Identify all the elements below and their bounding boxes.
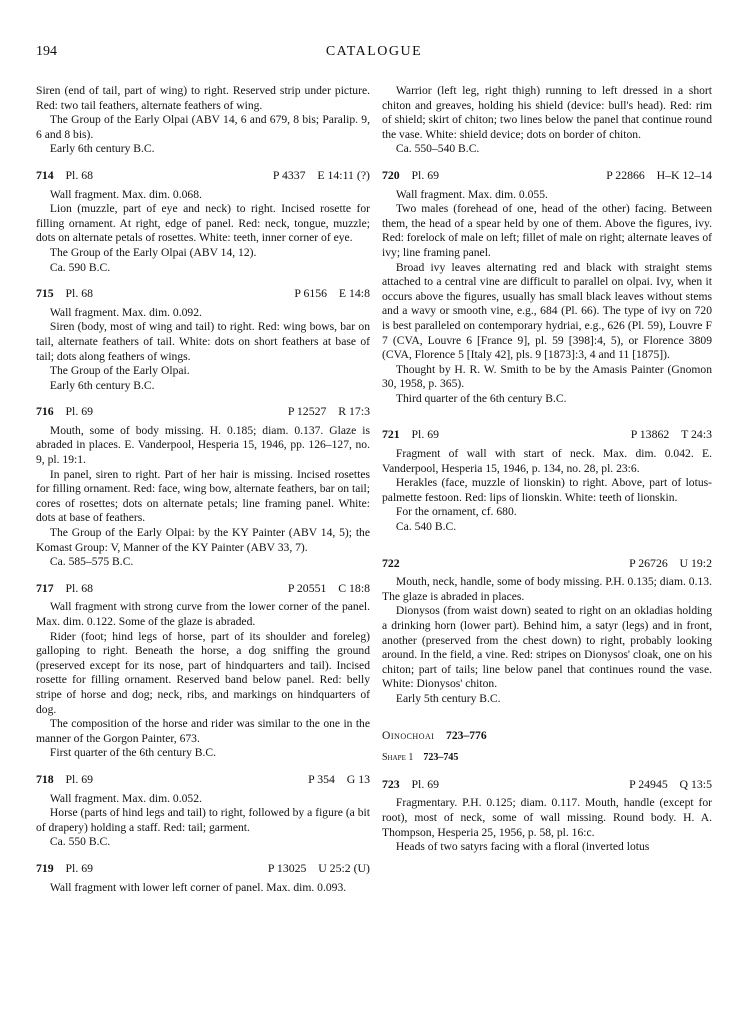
catalogue-paragraph: Ca. 585–575 B.C. — [49, 555, 134, 569]
catalogue-paragraph: Fragmentary. P.H. 0.125; diam. 0.117. Mouth, handle (except for root), most of neck, some of wall missing. Round body. H. A. Thompson, Hesperia 25, 1956, p. 58, pl. 16:c. — [382, 796, 712, 839]
entry-inventory — [268, 861, 370, 876]
entry-heading — [382, 427, 712, 442]
running-title: CATALOGUE — [325, 44, 423, 59]
catalogue-paragraph: Fragment of wall with start of neck. Max. dim. 0.042. E. Vanderpool, Hesperia 15, 1946, p. 134, no. 28, pl. 23:6. — [382, 447, 712, 475]
entry-plate: Pl. 69 — [411, 167, 440, 182]
entry-number: 719 — [36, 860, 54, 875]
section-heading — [382, 729, 712, 744]
entry-number-plate — [382, 168, 439, 183]
entry-inventory-number: P 24945 — [629, 776, 668, 791]
left-column — [36, 84, 370, 895]
entry-number-plate — [36, 772, 93, 787]
entry-deposit: T 24:3 — [681, 427, 712, 442]
entry-inventory-number: P 13025 — [267, 860, 307, 875]
entry-number-plate — [382, 427, 439, 442]
entry-plate: Pl. 68 — [65, 167, 94, 182]
catalogue-paragraph: Siren (body, most of wing and tail) to right. Red: wing bows, bar on tail, alternate feathers of tail. White: dots on short feathers at base of tail; dots along feathers of wings. — [36, 320, 370, 363]
entry-deposit: U 25:2 (U) — [318, 860, 370, 875]
entry-number: 717 — [36, 580, 54, 595]
entry-heading — [36, 404, 370, 419]
subsection-range: 723–745 — [423, 752, 459, 764]
entry-inventory-number: P 22866 — [606, 167, 645, 182]
entry-inventory — [273, 168, 370, 183]
entry-inventory-number: P 4337 — [272, 167, 306, 182]
catalogue-paragraph: Rider (foot; hind legs of horse, part of its shoulder and foreleg) galloping to right. Beneath the horse, a dog sniffing the ground (preserved except for its nose, part of hindquarters and tail). Incised rosette for filling ornament. Reserved band below panel. Red: belly stripe of horse and dog; neck, ribs, and markings on hindquarters of dog. — [36, 629, 370, 716]
entry-number-plate — [382, 556, 400, 571]
catalogue-paragraph: Lion (muzzle, part of eye and neck) to right. Incised rosette for filling ornament. At right, edge of panel. Red: neck, tongue, muzzle; dots on alternate petals of rosettes. White: teeth, inner corner of eye. — [36, 202, 370, 245]
entry-deposit: C 18:8 — [338, 580, 370, 595]
catalogue-paragraph: Third quarter of the 6th century B.C. — [395, 391, 567, 405]
page-header — [36, 44, 712, 64]
entry-heading — [36, 861, 370, 876]
entry-inventory-number: P 13862 — [630, 427, 670, 442]
entry-plate: Pl. 69 — [411, 427, 440, 442]
entry-number: 714 — [36, 167, 54, 182]
entry-inventory-number: P 12527 — [287, 404, 327, 419]
catalogue-paragraph: Herakles (face, muzzle of lionskin) to right. Above, part of lotus-palmette festoon. Red: lips of lionskin. White: teeth of lionskin. — [382, 476, 712, 504]
entry-number-plate — [382, 777, 439, 792]
entry-heading — [36, 168, 370, 183]
catalogue-paragraph: The composition of the horse and rider was similar to the one in the manner of the Gorgon Painter, 673. — [36, 717, 370, 745]
entry-heading — [382, 556, 712, 571]
entry-deposit: G 13 — [346, 771, 370, 786]
entry-heading — [36, 286, 370, 301]
catalogue-paragraph: Wall fragment. Max. dim. 0.055. — [395, 187, 548, 201]
entry-inventory — [308, 772, 370, 787]
page-number: 194 — [36, 44, 57, 59]
entry-inventory-number: P 20551 — [287, 580, 327, 595]
subsection-label: Shape 1 — [382, 752, 414, 764]
entry-number: 715 — [36, 286, 54, 301]
entry-deposit: R 17:3 — [338, 404, 370, 419]
entry-plate: Pl. 69 — [65, 771, 94, 786]
catalogue-paragraph: Ca. 550–540 B.C. — [395, 142, 480, 156]
section-label: Oinochoai — [382, 728, 435, 742]
entry-number: 723 — [382, 776, 400, 791]
entry-inventory — [288, 581, 370, 596]
entry-deposit: H–K 12–14 — [656, 167, 712, 182]
entry-inventory — [629, 556, 712, 571]
catalogue-paragraph: Siren (end of tail, part of wing) to right. Reserved strip under picture. Red: two tail feathers, alternate feathers of wing. — [36, 84, 370, 112]
catalogue-paragraph: Warrior (left leg, right thigh) running to left dressed in a short chiton and greaves, holding his shield (device: bull's head). Red: rim of shield; skirt of chiton; two lines below the panel that continue round the vase. White: shield device; dots on border of chiton. — [382, 84, 712, 141]
subsection-heading — [382, 751, 712, 766]
catalogue-paragraph: Wall fragment. Max. dim. 0.052. — [49, 791, 202, 805]
catalogue-paragraph: In panel, siren to right. Part of her hair is missing. Incised rosettes for filling ornament. Red: face, wing bow, alternate feathers, bar on tail; cores of rosettes; dots on alternate petals; line framing panel. White: dots at base of feathers. — [36, 467, 370, 525]
entry-inventory — [631, 427, 712, 442]
entry-inventory — [629, 777, 712, 792]
catalogue-paragraph: Horse (parts of hind legs and tail) to right, followed by a figure (a bit of drapery) holding a staff. Red: tail; garment. — [36, 806, 370, 834]
catalogue-paragraph: Ca. 550 B.C. — [49, 835, 111, 849]
right-column — [382, 84, 712, 855]
entry-plate: Pl. 68 — [65, 286, 94, 301]
entry-number-plate — [36, 168, 93, 183]
entry-plate: Pl. 69 — [65, 404, 94, 419]
catalogue-paragraph: First quarter of the 6th century B.C. — [49, 746, 217, 760]
entry-inventory — [294, 286, 370, 301]
catalogue-paragraph: Two males (forehead of one, head of the other) facing. Between them, the head of a spear held by one of them. Above the figures, ivy. Red: forelock of male on left; fillet of male on right; alternate leaves of ivy; line framing panel. — [382, 202, 712, 259]
entry-number-plate — [36, 286, 93, 301]
spacer — [382, 406, 712, 416]
entry-number: 720 — [382, 167, 400, 182]
catalogue-paragraph: Mouth, neck, handle, some of body missing. P.H. 0.135; diam. 0.13. The glaze is abraded in places. — [382, 575, 712, 603]
entry-heading — [36, 772, 370, 787]
entry-number-plate — [36, 404, 93, 419]
catalogue-paragraph: Ca. 590 B.C. — [49, 260, 111, 274]
spacer — [382, 535, 712, 545]
entry-number: 716 — [36, 404, 54, 419]
catalogue-paragraph: Thought by H. R. W. Smith to be by the Amasis Painter (Gnomon 30, 1958, p. 365). — [382, 362, 712, 391]
entry-heading — [382, 777, 712, 792]
catalogue-paragraph: Mouth, some of body missing. H. 0.185; diam. 0.137. Glaze is abraded in places. E. Vanderpool, Hesperia 15, 1946, pp. 126–127, no. 9, pl. 19:1. — [36, 423, 370, 467]
catalogue-paragraph: For the ornament, cf. 680. — [395, 505, 517, 519]
catalogue-paragraph: The Group of the Early Olpai. — [49, 364, 190, 378]
catalogue-paragraph: The Group of the Early Olpai: by the KY Painter (ABV 14, 5); the Komast Group: V, Manner of the KY Painter (ABV 33, 7). — [36, 526, 370, 554]
catalogue-paragraph: Ca. 540 B.C. — [395, 520, 457, 534]
catalogue-paragraph: The Group of the Early Olpai (ABV 14, 12). — [49, 245, 257, 259]
entry-inventory-number: P 6156 — [294, 286, 328, 301]
entry-number: 718 — [36, 771, 54, 786]
catalogue-paragraph: Early 5th century B.C. — [395, 691, 501, 705]
catalogue-paragraph: Broad ivy leaves alternating red and black with straight stems attached to a central vine are difficult to parallel on olpai. Ivy, when it occurs above the figures, usually has small black leaves without stems and a wavy or smooth vine, e.g., 684 (Pl. 66). The type of ivy on 720 is best paralleled on contemporary hydriai, e.g., 626 (Pl. 59), Louvre F 7 (CVA, Louvre 6 [France 9], pl. 59 [398]:4, 5), or Florence 3809 (CVA, Florence 5 [Italy 42], pls. 9 [1873]:3, 4 and 11 [1875]). — [382, 260, 712, 362]
catalogue-paragraph: Heads of two satyrs facing with a floral (inverted lotus — [395, 840, 650, 854]
catalogue-paragraph: Wall fragment. Max. dim. 0.092. — [49, 305, 202, 319]
entry-inventory — [606, 168, 712, 183]
entry-plate: Pl. 68 — [65, 580, 94, 595]
catalogue-paragraph: Wall fragment with strong curve from the lower corner of the panel. Max. dim. 0.122. Some of the glaze is abraded. — [36, 600, 370, 628]
entry-deposit: E 14:11 (?) — [317, 167, 370, 182]
catalogue-paragraph: Dionysos (from waist down) seated to right on an okladias holding a drinking horn (lower part). Behind him, a satyr (legs) and in front, another (preserved from the chest down) to right, probably looking around. In the field, a vine. Red: stripes on Dionysos' cloak, one on his chiton; part of tails; line below panel that continues round the vase. White: Dionysos' chiton. — [382, 604, 712, 691]
entry-number: 722 — [382, 555, 400, 570]
entry-plate: Pl. 69 — [411, 776, 440, 791]
catalogue-paragraph: Early 6th century B.C. — [49, 142, 155, 156]
section-range: 723–776 — [446, 728, 487, 742]
entry-plate: Pl. 69 — [65, 860, 94, 875]
catalogue-paragraph: Wall fragment with lower left corner of panel. Max. dim. 0.093. — [49, 880, 347, 894]
entry-number: 721 — [382, 427, 400, 442]
entry-heading — [36, 581, 370, 596]
entry-deposit: U 19:2 — [679, 555, 712, 570]
catalogue-paragraph: Wall fragment. Max. dim. 0.068. — [49, 187, 202, 201]
entry-inventory-number: P 354 — [308, 771, 335, 786]
entry-heading — [382, 168, 712, 183]
entry-inventory-number: P 26726 — [629, 555, 668, 570]
entry-deposit: E 14:8 — [338, 286, 370, 301]
entry-deposit: Q 13:5 — [679, 776, 712, 791]
entry-number-plate — [36, 581, 93, 596]
catalogue-paragraph: Early 6th century B.C. — [49, 378, 155, 392]
entry-inventory — [288, 404, 370, 419]
entry-number-plate — [36, 861, 93, 876]
catalogue-paragraph: The Group of the Early Olpai (ABV 14, 6 and 679, 8 bis; Paralip. 9, 6 and 8 bis). — [36, 113, 370, 141]
